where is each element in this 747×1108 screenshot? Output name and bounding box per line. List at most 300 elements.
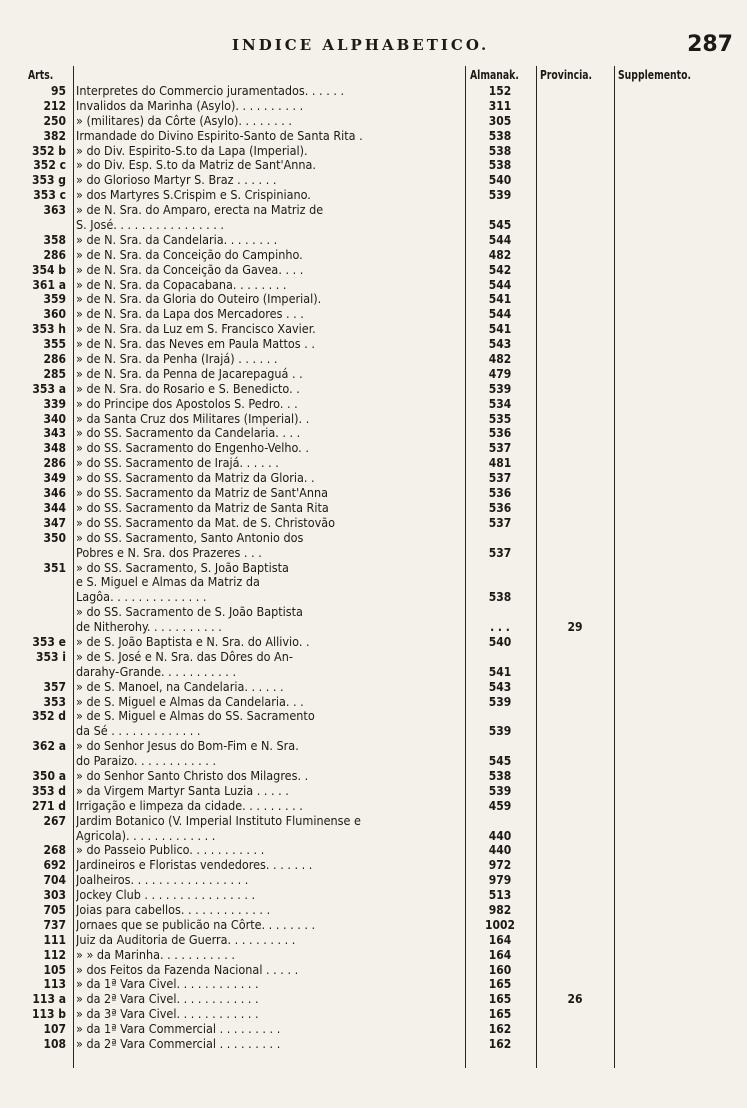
article-number: 285 [43,366,66,381]
article-number: 351 [43,560,66,575]
index-row [0,695,747,710]
index-row [0,575,747,590]
entry-text: » de N. Sra. da Penna de Jacarepaguá . . [76,366,303,381]
entry-text: darahy-Grande. . . . . . . . . . . [76,664,237,679]
almanak-page: 482 [488,247,512,262]
index-row [0,620,747,635]
article-number: 212 [43,98,66,113]
index-row [0,352,747,367]
index-row [0,307,747,322]
entry-description [76,173,462,188]
almanak-page: 544 [488,307,512,322]
entry-text: » da Santa Cruz dos Militares (Imperial). . [76,411,310,426]
entry-description [76,918,462,933]
almanak-page: 534 [488,396,512,411]
article-number: 107 [43,1022,66,1037]
entry-text: da Sé . . . . . . . . . . . . . [76,724,201,739]
article-number: 286 [43,247,66,262]
entry-description [76,1007,462,1022]
almanak-page: 541 [488,664,512,679]
article-number: 344 [43,500,66,515]
almanak-page: 162 [488,1037,512,1051]
entry-text: Jornaes que se publicão na Côrte. . . . . . . . [76,917,316,932]
index-row [0,337,747,352]
index-row [0,397,747,412]
index-row [0,665,747,680]
almanak-page: 539 [488,724,512,739]
entry-description [76,695,462,710]
entry-description [76,992,462,1007]
running-head [0,32,747,62]
index-row [0,129,747,144]
entry-text: Agricola). . . . . . . . . . . . . [76,828,216,843]
almanak-page: 544 [488,277,512,292]
almanak-page: 1002 [484,917,516,932]
index-row [0,441,747,456]
entry-description [76,367,462,382]
entry-text: » de N. Sra. da Gloria do Outeiro (Imperial). [76,292,322,307]
index-row [0,426,747,441]
index-row [0,486,747,501]
entry-description [76,620,462,635]
entry-text: Lagôa. . . . . . . . . . . . . . [76,590,207,605]
article-number: 105 [43,962,66,977]
entry-description [76,501,462,516]
entry-description [76,456,462,471]
page-number: 287 [687,32,733,57]
entry-description [76,754,462,769]
article-number: 362 a [32,739,66,754]
index-row [0,531,747,546]
almanak-page: 538 [488,128,512,143]
almanak-page: 164 [488,947,512,962]
almanak-page: 544 [488,232,512,247]
index-row [0,1022,747,1037]
entry-description [76,829,462,844]
entry-text: » dos Martyres S.Crispim e S. Crispiniano. [76,188,311,203]
almanak-page: 165 [488,977,512,992]
article-number: 340 [43,411,66,426]
index-row [0,188,747,203]
almanak-page: 537 [488,545,512,560]
entry-description [76,680,462,695]
entry-text: » de N. Sra. das Neves em Paula Mattos . . [76,337,315,352]
index-row [0,322,747,337]
article-number: 358 [43,232,66,247]
article-number: 353 d [31,783,66,798]
article-number: 286 [43,352,66,367]
article-number: 353 [43,694,66,709]
almanak-page: 539 [488,381,512,396]
column-header-almanak: Almanak. [470,68,519,82]
almanak-page: 440 [488,843,512,858]
article-number: 705 [43,902,66,917]
article-number: 250 [43,113,66,128]
index-row [0,635,747,650]
index-row [0,903,747,918]
entry-description [76,769,462,784]
index-row [0,263,747,278]
almanak-page: 536 [488,500,512,515]
entry-text: » da 2ª Vara Commercial . . . . . . . . . [76,1037,281,1051]
entry-text: » de S. Miguel e Almas da Candelaria. . . [76,694,304,709]
entry-description [76,397,462,412]
entry-text: » do SS. Sacramento da Matriz de Sant'Anna [76,486,329,501]
article-number: 357 [43,679,66,694]
entry-description [76,605,462,620]
index-row [0,829,747,844]
index-row [0,754,747,769]
entry-description [76,709,462,724]
index-row [0,590,747,605]
entry-text: » dos Feitos da Fazenda Nacional . . . . . [76,962,299,977]
entry-description [76,233,462,248]
almanak-page: 545 [488,754,512,769]
entry-description [76,799,462,814]
entry-description [76,635,462,650]
article-number: 352 b [31,143,66,158]
entry-description [76,724,462,739]
entry-text: Irrigação e limpeza da cidade. . . . . . . . . [76,798,303,813]
entry-text: » da 1ª Vara Commercial . . . . . . . . . [76,1022,281,1037]
entry-description [76,412,462,427]
entry-text: Irmandade do Divino Espirito-Santo de Santa Rita . [76,128,363,143]
index-row [0,784,747,799]
entry-text: » da 1ª Vara Civel. . . . . . . . . . . . [76,977,259,992]
article-number: 111 [43,932,66,947]
almanak-page: 537 [488,471,512,486]
entry-text: » de N. Sra. do Rosario e S. Benedicto. . [76,381,300,396]
index-row [0,173,747,188]
entry-text: » de N. Sra. da Copacabana. . . . . . . . [76,277,287,292]
index-row [0,158,747,173]
almanak-page: 536 [488,486,512,501]
provincia-page: 26 [567,992,583,1007]
entry-description [76,471,462,486]
entry-description [76,948,462,963]
index-entries [0,84,747,1052]
almanak-page: 165 [488,1007,512,1022]
index-row [0,367,747,382]
entry-description [76,218,462,233]
index-row [0,918,747,933]
entry-description [76,858,462,873]
index-row [0,933,747,948]
almanak-page: 311 [488,98,512,113]
almanak-page: 538 [488,590,512,605]
entry-description [76,516,462,531]
entry-text: Jockey Club . . . . . . . . . . . . . . . . [76,888,256,903]
entry-description [76,933,462,948]
index-row [0,814,747,829]
article-number: 353 c [33,188,66,203]
almanak-page: 982 [488,902,512,917]
entry-description [76,188,462,203]
entry-description [76,114,462,129]
entry-text: e S. Miguel e Almas da Matriz da [76,575,260,590]
entry-text: » de N. Sra. do Amparo, erecta na Matriz de [76,203,324,218]
index-row [0,471,747,486]
entry-text: » de N. Sra. da Conceição da Gavea. . . . [76,262,304,277]
entry-text: » do SS. Sacramento, Santo Antonio dos [76,530,304,545]
article-number: 352 d [31,709,66,724]
almanak-page: 541 [488,292,512,307]
almanak-page: 481 [488,456,512,471]
entry-description [76,486,462,501]
almanak-page: 440 [488,828,512,843]
entry-text: » da 3ª Vara Civel. . . . . . . . . . . . [76,1007,259,1022]
entry-text: » da 2ª Vara Civel. . . . . . . . . . . . [76,992,259,1007]
entry-text: » de N. Sra. da Candelaria. . . . . . . . [76,232,278,247]
entry-description [76,99,462,114]
article-number: 95 [50,84,66,98]
entry-text: Juiz da Auditoria de Guerra. . . . . . . . . . [76,932,296,947]
index-row [0,724,747,739]
page-title: INDICE ALPHABETICO. [232,36,490,54]
almanak-page: 541 [488,322,512,337]
entry-text: » do Senhor Santo Christo dos Milagres. . [76,768,309,783]
article-number: 268 [43,843,66,858]
entry-text: » de S. Manoel, na Candelaria. . . . . . [76,679,284,694]
article-number: 353 g [31,173,66,188]
index-row [0,605,747,620]
entry-text: Joalheiros. . . . . . . . . . . . . . . . . [76,873,249,888]
entry-text: S. José. . . . . . . . . . . . . . . . [76,218,224,233]
entry-description [76,903,462,918]
article-number: 303 [43,888,66,903]
article-number: 360 [43,307,66,322]
index-row [0,546,747,561]
entry-description [76,575,462,590]
entry-description [76,561,462,576]
almanak-page: 305 [488,113,512,128]
almanak-page: 535 [488,411,512,426]
index-row [0,680,747,695]
article-number: 267 [43,813,66,828]
entry-text: » do SS. Sacramento de S. João Baptista [76,605,303,620]
entry-description [76,1037,462,1052]
article-number: 339 [43,396,66,411]
entry-description [76,382,462,397]
almanak-page: . . . [490,620,510,635]
index-row [0,843,747,858]
article-number: 361 a [32,277,66,292]
almanak-page: 165 [488,992,512,1007]
index-row [0,456,747,471]
article-number: 348 [43,441,66,456]
almanak-page: 979 [488,873,512,888]
entry-description [76,531,462,546]
almanak-page: 539 [488,783,512,798]
entry-description [76,784,462,799]
index-row [0,977,747,992]
index-row [0,650,747,665]
article-number: 112 [43,947,66,962]
article-number: 113 a [32,992,66,1007]
article-number: 350 [43,530,66,545]
almanak-page: 539 [488,188,512,203]
index-row [0,992,747,1007]
article-number: 737 [43,917,66,932]
article-number: 353 e [32,634,66,649]
column-header-provincia: Provincia. [540,68,593,82]
entry-text: » de N. Sra. da Lapa dos Mercadores . . . [76,307,304,322]
entry-text: » de S. José e N. Sra. das Dôres do An- [76,649,293,664]
entry-description [76,322,462,337]
almanak-page: 164 [488,932,512,947]
entry-description [76,307,462,322]
entry-description [76,84,462,99]
index-row [0,84,747,99]
almanak-page: 972 [488,858,512,873]
index-row [0,501,747,516]
almanak-page: 540 [488,634,512,649]
entry-text: » (militares) da Côrte (Asylo). . . . . . . . [76,113,292,128]
entry-text: Jardineiros e Floristas vendedores. . . . . . . [76,858,313,873]
almanak-page: 482 [488,352,512,367]
entry-description [76,426,462,441]
article-number: 350 a [32,768,66,783]
index-row [0,873,747,888]
article-number: 355 [43,337,66,352]
entry-text: » do SS. Sacramento da Matriz de Santa Rita [76,500,329,515]
almanak-page: 540 [488,173,512,188]
entry-description [76,590,462,605]
entry-text: » do SS. Sacramento da Matriz da Gloria. . [76,471,315,486]
almanak-page: 537 [488,515,512,530]
entry-description [76,129,462,144]
entry-description [76,977,462,992]
column-header-arts: Arts. [28,68,54,82]
almanak-page: 459 [488,798,512,813]
entry-description [76,248,462,263]
entry-text: » do Div. Esp. S.to da Matriz de Sant'Anna. [76,158,316,173]
article-number: 352 c [33,158,66,173]
entry-text: do Paraizo. . . . . . . . . . . . [76,754,217,769]
article-number: 113 [43,977,66,992]
entry-description [76,352,462,367]
entry-description [76,739,462,754]
almanak-page: 479 [488,366,512,381]
article-number: 353 i [36,649,66,664]
article-number: 113 b [31,1007,66,1022]
entry-description [76,278,462,293]
almanak-page: 543 [488,679,512,694]
entry-description [76,441,462,456]
index-row [0,963,747,978]
index-row [0,114,747,129]
article-number: 692 [43,858,66,873]
index-row [0,203,747,218]
almanak-page: 538 [488,158,512,173]
article-number: 349 [43,471,66,486]
entry-description [76,888,462,903]
article-number: 353 a [32,381,66,396]
index-row [0,888,747,903]
entry-description [76,292,462,307]
entry-text: » do Div. Espirito-S.to da Lapa (Imperial). [76,143,308,158]
entry-text: » de N. Sra. da Conceição do Campinho. [76,247,303,262]
entry-text: » do SS. Sacramento da Candelaria. . . . [76,426,301,441]
article-number: 347 [43,515,66,530]
almanak-page: 162 [488,1022,512,1037]
entry-description [76,843,462,858]
article-number: 704 [43,873,66,888]
index-row [0,248,747,263]
almanak-page: 539 [488,694,512,709]
index-row [0,1037,747,1052]
almanak-page: 538 [488,768,512,783]
index-row [0,948,747,963]
entry-description [76,1022,462,1037]
index-row [0,233,747,248]
almanak-page: 160 [488,962,512,977]
entry-text: Interpretes do Commercio juramentados. . . . . . [76,84,345,98]
entry-text: de Nitherohy. . . . . . . . . . . [76,620,222,635]
almanak-page: 537 [488,441,512,456]
entry-text: » do SS. Sacramento, S. João Baptista [76,560,289,575]
article-number: 343 [43,426,66,441]
almanak-page: 513 [488,888,512,903]
index-row [0,739,747,754]
entry-text: » do SS. Sacramento de Irajá. . . . . . [76,456,279,471]
entry-description [76,263,462,278]
entry-text: » do Passeio Publico. . . . . . . . . . . [76,843,265,858]
entry-text: » do Glorioso Martyr S. Braz . . . . . . [76,173,277,188]
entry-description [76,873,462,888]
provincia-page: 29 [567,620,583,635]
almanak-page: 538 [488,143,512,158]
entry-description [76,203,462,218]
index-row [0,769,747,784]
entry-text: » do SS. Sacramento do Engenho-Velho. . [76,441,309,456]
index-row [0,218,747,233]
index-row [0,858,747,873]
index-row [0,709,747,724]
article-number: 359 [43,292,66,307]
entry-text: Invalidos da Marinha (Asylo). . . . . . . . . . [76,98,304,113]
almanak-page: 545 [488,218,512,233]
entry-description [76,158,462,173]
entry-description [76,144,462,159]
entry-text: » do Senhor Jesus do Bom-Fim e N. Sra. [76,739,299,754]
index-row [0,144,747,159]
entry-text: » da Virgem Martyr Santa Luzia . . . . . [76,783,289,798]
entry-description [76,665,462,680]
entry-text: » de S. João Baptista e N. Sra. do Allivio. . [76,634,310,649]
entry-text: Pobres e N. Sra. dos Prazeres . . . [76,545,262,560]
entry-text: » de N. Sra. da Luz em S. Francisco Xavier. [76,322,316,337]
article-number: 353 h [32,322,66,337]
almanak-page: 543 [488,337,512,352]
entry-description [76,963,462,978]
entry-text: » de S. Miguel e Almas do SS. Sacramento [76,709,315,724]
almanak-page: 542 [488,262,512,277]
index-row [0,278,747,293]
almanak-page: 152 [488,84,512,98]
article-number: 286 [43,456,66,471]
article-number: 382 [43,128,66,143]
entry-description [76,814,462,829]
index-row [0,1007,747,1022]
index-row [0,292,747,307]
entry-description [76,546,462,561]
entry-text: Joias para cabellos. . . . . . . . . . . . . [76,902,271,917]
index-row [0,561,747,576]
article-number: 346 [43,486,66,501]
article-number: 354 b [31,262,66,277]
index-row [0,412,747,427]
